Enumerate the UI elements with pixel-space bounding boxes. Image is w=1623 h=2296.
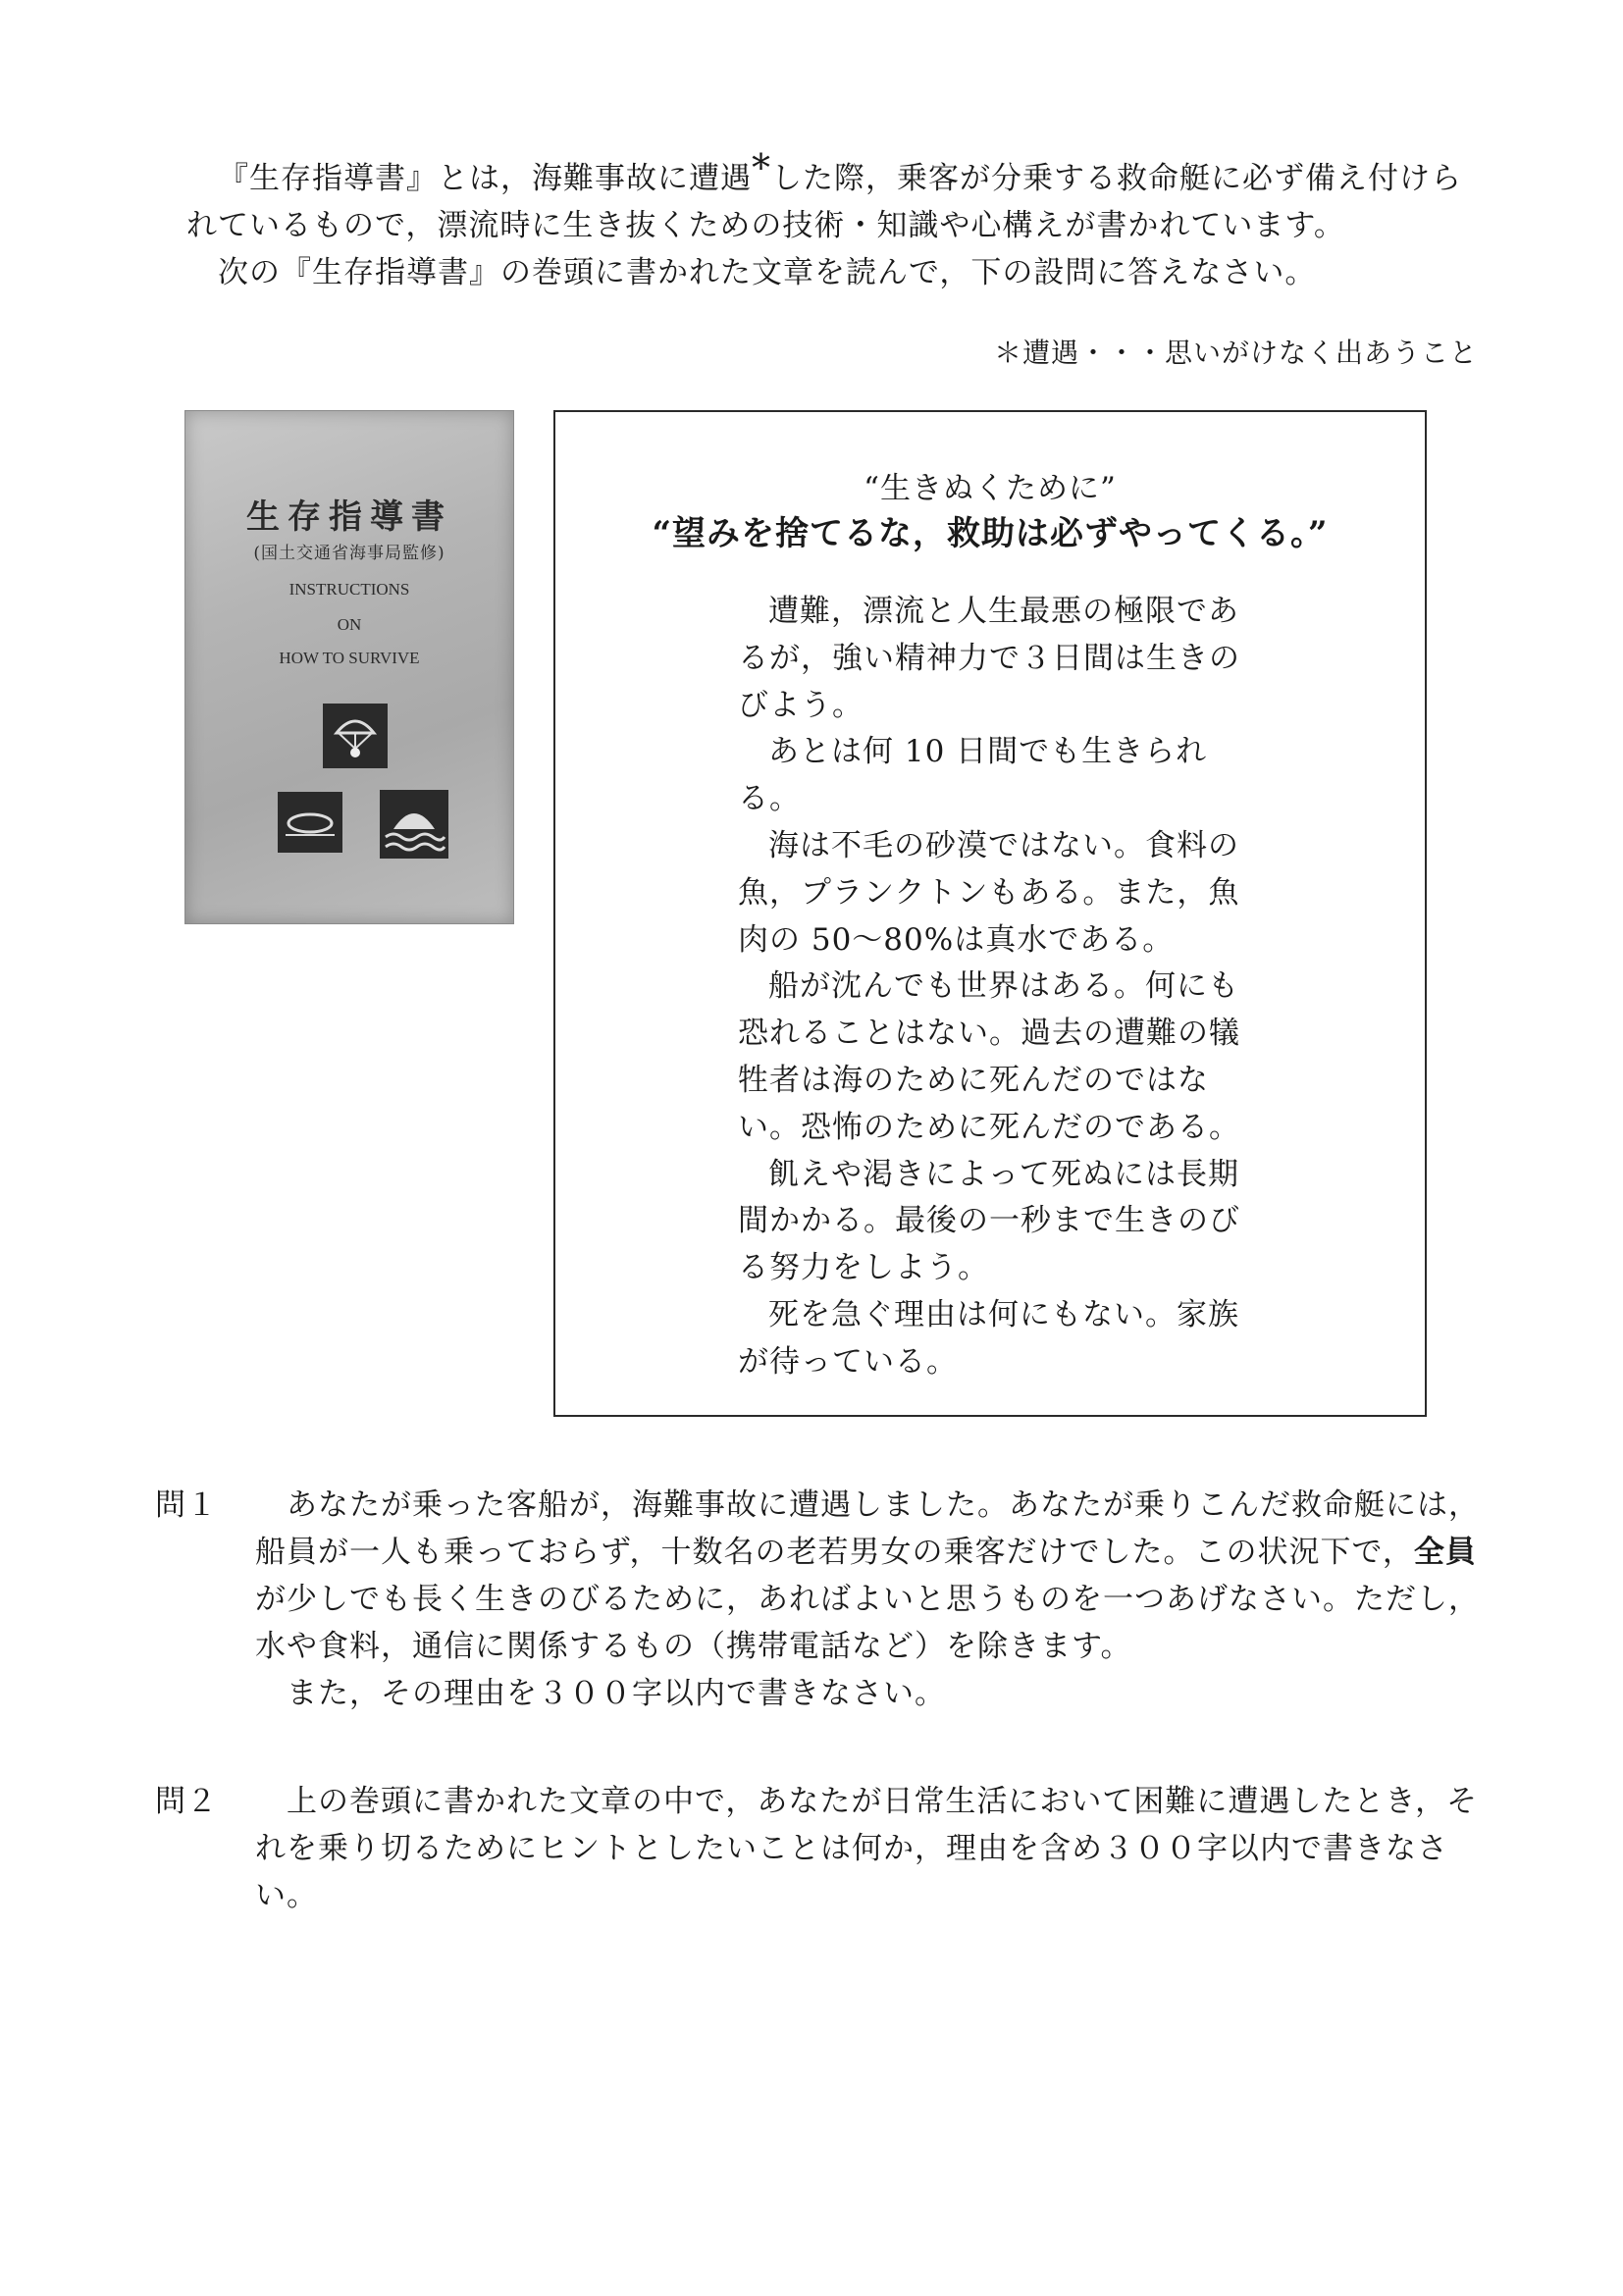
quote-paragraph: 船が沈んでも世界はある。何にも恐れることはない。過去の遭難の犠牲者は海のために死んだのではない。恐怖のために死んだのである。 [738,968,1240,1145]
question-1-text [255,1482,1480,1717]
quote-paragraph: 飢えや渇きによって死ぬには長期間かかる。最後の一秒まで生きのびる努力をしよう。 [738,1156,1240,1286]
question-2-label: 問２ [155,1784,218,1819]
quote-paragraph: 海は不毛の砂漠ではない。食料の魚，プランクトンもある。また，魚肉の 50〜80%は真水である。 [738,827,1240,958]
quote-heading-1: “生きぬくために” [864,471,1117,506]
booklet-photo [184,410,514,924]
life-raft-icon [278,792,342,853]
quote-heading-2: “望みを捨てるな，救助は必ずやってくる。” [652,514,1329,553]
footnote: ＊遭遇・・・思いがけなく出あうこと [993,337,1478,369]
question-1-paragraph [255,1482,1480,1670]
question-1 [155,1482,1480,1717]
booklet-english-line-1: INSTRUCTIONS [288,580,410,599]
quote-body [738,589,1248,1386]
quote-paragraph: 遭難，漂流と人生最悪の極限であるが，強い精神力で３日間は生きのびよう。 [738,594,1240,723]
quote-paragraph: あとは何 10 日間でも生きられる。 [738,734,1208,817]
intro-line-1b: した際，乗客が分乗する救命艇に必ず備え付けられているもので，漂流時に生き抜くための技術・知識や心構えが書かれています。 [186,161,1462,243]
intro-line-1a: 『生存指導書』とは，海難事故に遭遇 [218,161,752,196]
intro-text [186,146,1482,296]
footnote-asterisk: * [752,146,771,189]
booklet-english-line-2: ON [337,615,362,634]
parachute-flare-icon [323,704,388,768]
booklet-subtitle: (国土交通省海事局監修) [253,544,445,563]
question-1-text-b: が少しでも長く生きのびるために，あればよいと思うものを一つあげなさい。ただし，水や食料，通信に関係するもの（携帯電話など）を除きます。 [255,1582,1480,1664]
question-2-paragraph: 上の巻頭に書かれた文章の中で，あなたが日常生活において困難に遭遇したとき，それを乗り切るためにヒントとしたいことは何か，理由を含め３００字以内で書きなさい。 [255,1784,1479,1913]
quote-box [553,410,1427,1417]
question-1-label: 問１ [155,1487,218,1523]
intro-paragraph-1 [186,146,1482,249]
booklet-english-line-3: HOW TO SURVIVE [279,649,420,667]
question-1-instruction: また，その理由を３００字以内で書きなさい。 [287,1676,946,1711]
question-2 [155,1778,1480,1919]
covered-lifeboat-icon [380,790,448,859]
question-1-text-a: あなたが乗った客船が，海難事故に遭遇しました。あなたが乗りこんだ救命艇には，船員が一人も乗っておらず，十数名の老若男女の乗客だけでした。この状況下で， [255,1487,1480,1570]
question-1-emphasis: 全員 [1413,1535,1477,1570]
question-2-text [255,1778,1480,1919]
booklet-title: 生存指導書 [246,497,452,537]
quote-paragraph: 死を急ぐ理由は何にもない。家族が待っている。 [738,1296,1239,1380]
intro-paragraph-2: 次の『生存指導書』の巻頭に書かれた文章を読んで，下の設問に答えなさい。 [218,255,1317,290]
